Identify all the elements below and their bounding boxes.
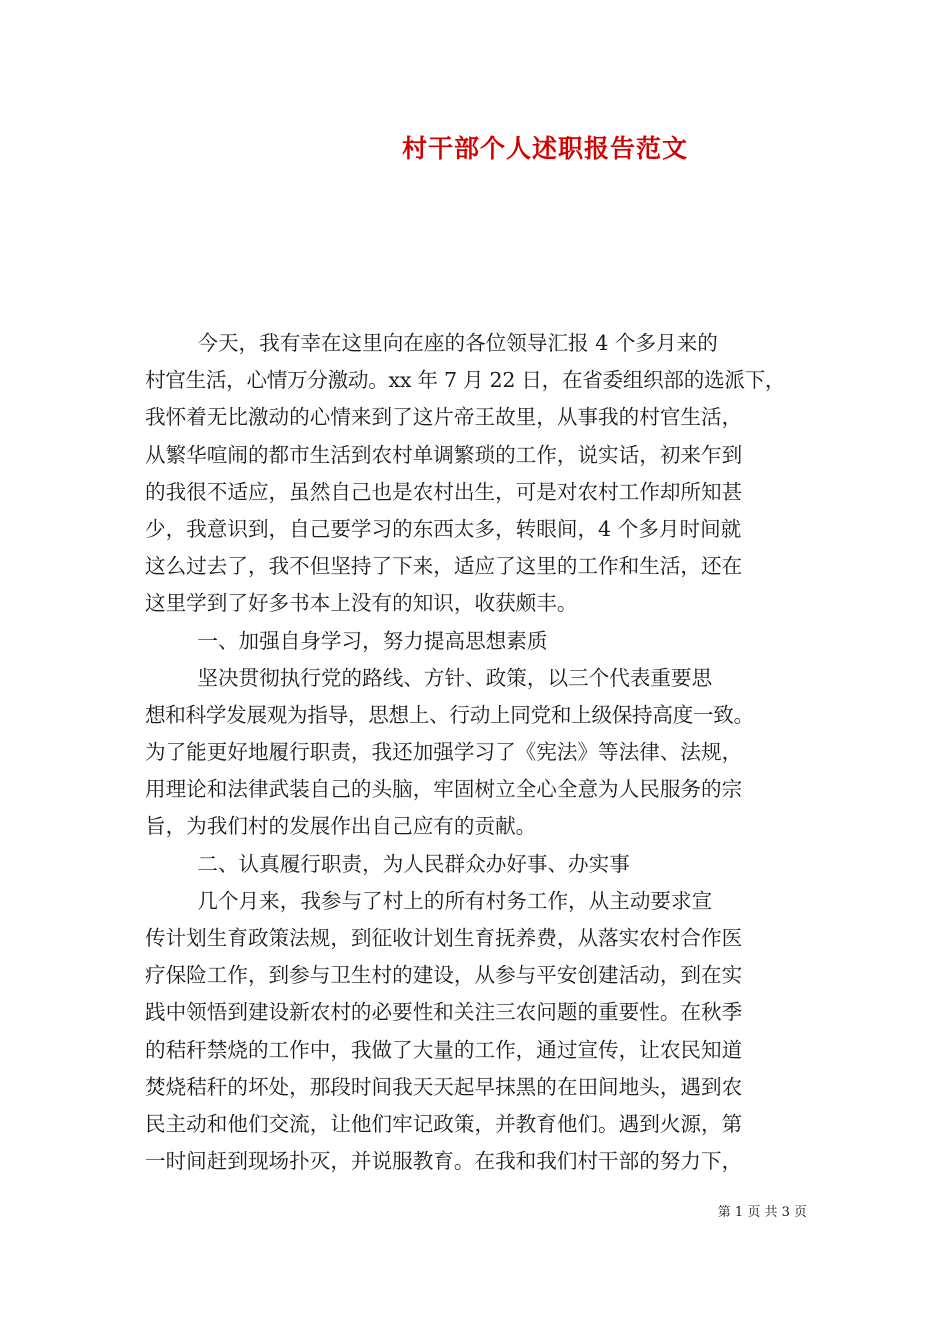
page-title: 村干部个人述职报告范文 — [401, 134, 688, 163]
text-line: 践中领悟到建设新农村的必要性和关注三农问题的重要性。在秋季 — [145, 1000, 743, 1025]
text-line: 疗保险工作，到参与卫生村的建设，从参与平安创建活动，到在实 — [145, 963, 743, 988]
text-line: 焚烧秸秆的坏处，那段时间我天天起早抹黑的在田间地头，遇到农 — [145, 1074, 743, 1099]
text-line: 民主动和他们交流，让他们牢记政策，并教育他们。遇到火源，第 — [145, 1111, 743, 1136]
text-line: 今天，我有幸在这里向在座的各位领导汇报 4 个多月来的 — [145, 331, 718, 355]
body-text — [145, 325, 830, 1180]
text-line: 村官生活，心情万分激动。xx 年 7 月 22 日，在省委组织部的选派下， — [145, 368, 786, 393]
text-line: 这么过去了，我不但坚持了下来，适应了这里的工作和生活，还在 — [145, 554, 743, 579]
text-line: 用理论和法律武装自己的头脑，牢固树立全心全意为人民服务的宗 — [145, 777, 743, 802]
page-number: 第 1 页 共 3 页 — [717, 1205, 807, 1220]
text-line: 几个月来，我参与了村上的所有村务工作，从主动要求宣 — [145, 888, 713, 913]
text-line: 一时间赶到现场扑灭，并说服教育。在我和我们村干部的努力下， — [145, 1149, 743, 1174]
text-line: 的我很不适应，虽然自己也是农村出生，可是对农村工作却所知甚 — [145, 479, 743, 504]
text-line: 传计划生育政策法规，到征收计划生育抚养费，从落实农村合作医 — [145, 926, 743, 950]
section-heading: 二、认真履行职责，为人民群众办好事、办实事 — [145, 851, 630, 876]
text-line: 想和科学发展观为指导，思想上、行动上同党和上级保持高度一致。 — [145, 702, 754, 727]
text-line: 的秸秆禁烧的工作中，我做了大量的工作，通过宣传，让农民知道 — [145, 1037, 743, 1062]
text-line: 少，我意识到，自己要学习的东西太多，转眼间，4 个多月时间就 — [145, 516, 742, 541]
text-line: 我怀着无比激动的心情来到了这片帝王故里，从事我的村官生活， — [145, 405, 743, 430]
text-line: 旨，为我们村的发展作出自己应有的贡献。 — [145, 814, 537, 839]
text-line: 坚决贯彻执行党的路线、方针、政策，以三个代表重要思 — [145, 665, 713, 690]
text-line: 从繁华喧闹的都市生活到农村单调繁琐的工作，说实话，初来乍到 — [145, 442, 743, 467]
section-heading: 一、加强自身学习，努力提高思想素质 — [145, 628, 548, 653]
text-line: 为了能更好地履行职责，我还加强学习了《宪法》等法律、法规， — [145, 740, 743, 765]
text-line: 这里学到了好多书本上没有的知识，收获颇丰。 — [145, 591, 578, 616]
